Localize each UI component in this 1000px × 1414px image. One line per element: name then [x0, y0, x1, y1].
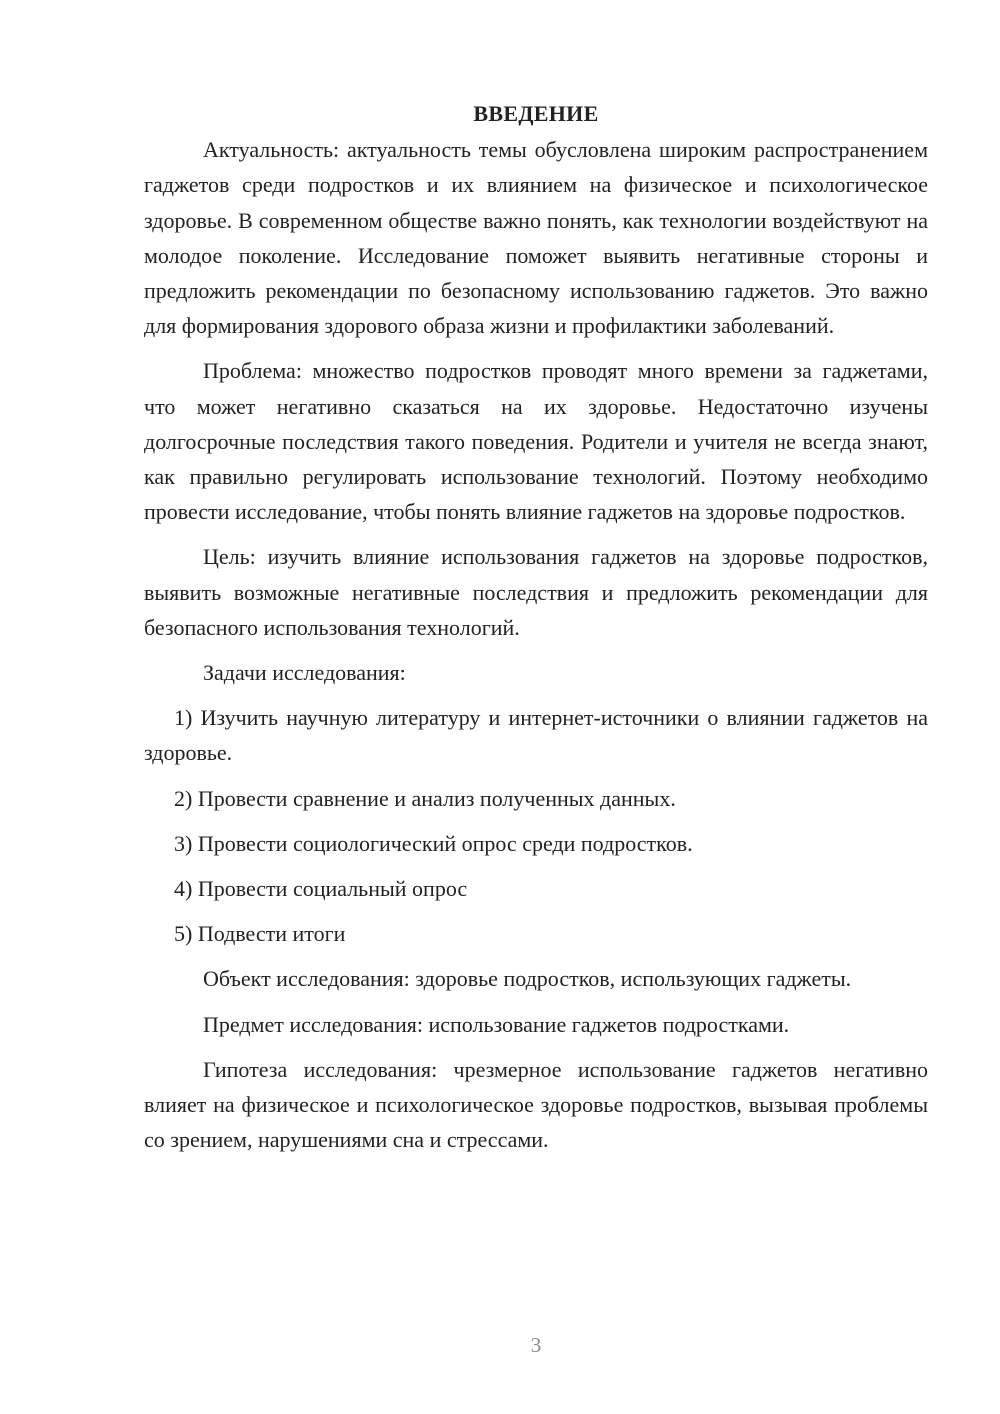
- tasks-heading: Задачи исследования:: [203, 660, 406, 686]
- paragraph-relevance: Актуальность: актуальность темы обусловлена широким распространением гаджетов среди подростков и их влиянием на физическое и психологическое здоровье. В современном обществе важно понять, как технологии воздействуют на молодое поколение. Исследование поможет выявить негативные стороны и предложить рекомендации по безопасному использованию гаджетов. Это важно для формирования здорового образа жизни и профилактики заболеваний.: [144, 137, 928, 339]
- task-item-5: 5) Подвести итоги: [174, 921, 346, 947]
- page-content: [144, 96, 928, 1167]
- paragraph-problem: Проблема: множество подростков проводят много времени за гаджетами, что может негативно сказаться на их здоровье. Недостаточно изучены долгосрочные последствия такого поведения. Родители и учителя не всегда знают, как правильно регулировать использование технологий. Поэтому необходимо провести исследование, чтобы понять влияние гаджетов на здоровье подростков.: [144, 358, 928, 525]
- paragraph-hypothesis: Гипотеза исследования: чрезмерное использование гаджетов негативно влияет на физическое и психологическое здоровье подростков, вызывая проблемы со зрением, нарушениями сна и стрессами.: [144, 1056, 928, 1153]
- task-item-4: 4) Провести социальный опрос: [174, 876, 468, 902]
- paragraph-goal: Цель: изучить влияние использования гаджетов на здоровье подростков, выявить возможные негативные последствия и предложить рекомендации для безопасного использования технологий.: [144, 544, 928, 640]
- task-item-3: 3) Провести социологический опрос среди подростков.: [174, 830, 693, 856]
- task-item-2: 2) Провести сравнение и анализ полученных данных.: [174, 785, 676, 811]
- task-item-1: 1) Изучить научную литературу и интернет-источники о влиянии гаджетов на здоровье.: [144, 705, 928, 766]
- paragraph-object: Объект исследования: здоровье подростков, использующих гаджеты.: [203, 966, 852, 992]
- page-title: ВВЕДЕНИЕ: [473, 101, 599, 126]
- paragraph-subject: Предмет исследования: использование гаджетов подростками.: [203, 1011, 790, 1037]
- page-number: 3: [530, 1333, 542, 1357]
